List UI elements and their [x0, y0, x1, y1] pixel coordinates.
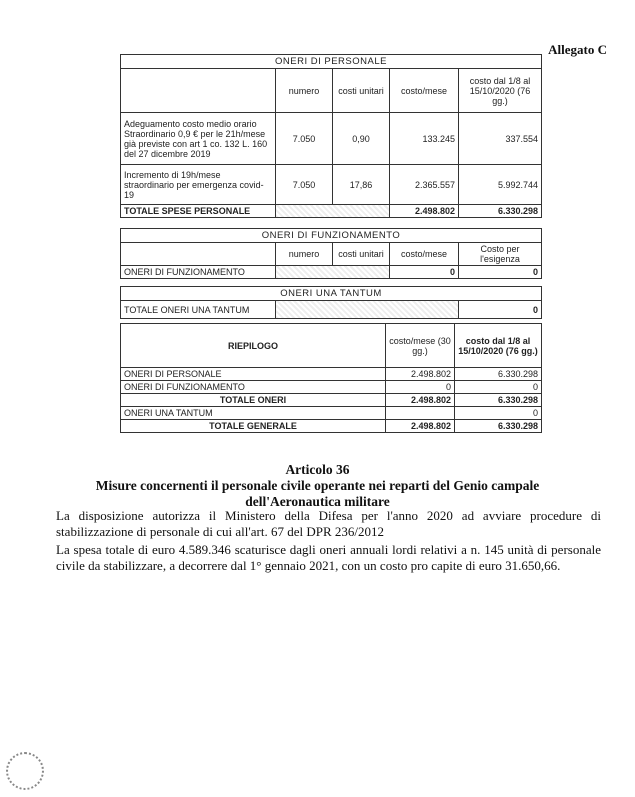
cell-costo-mese: 2.365.557 — [390, 165, 459, 205]
shaded-cell — [276, 266, 390, 279]
stamp-seal-icon — [6, 752, 44, 790]
row-label: Incremento di 19h/mese straordinario per emergenza covid-19 — [121, 165, 276, 205]
row-label: ONERI DI FUNZIONAMENTO — [121, 266, 276, 279]
riepilogo-title: RIEPILOGO — [121, 324, 386, 368]
row-label: ONERI DI PERSONALE — [121, 368, 386, 381]
empty-cell — [386, 407, 455, 420]
table-title: ONERI UNA TANTUM — [121, 287, 542, 301]
article-number: Articolo 36 — [285, 462, 350, 477]
header-costo-periodo: costo dal 1/8 al 15/10/2020 (76 gg.) — [455, 324, 542, 368]
allegato-label: Allegato C — [548, 42, 607, 57]
cell-costo-periodo: 0 — [455, 381, 542, 394]
total-label: TOTALE SPESE PERSONALE — [121, 205, 276, 218]
header-costo-mese: costo/mese — [390, 243, 459, 266]
cell-costo-periodo: 337.554 — [459, 113, 542, 165]
header-empty — [121, 243, 276, 266]
cell-costo-mese: 0 — [390, 266, 459, 279]
totale-oneri-label: TOTALE ONERI — [121, 394, 386, 407]
shaded-cell — [276, 301, 459, 319]
totale-oneri-mese: 2.498.802 — [386, 394, 455, 407]
header-numero: numero — [276, 243, 333, 266]
header-costi-unitari: costi unitari — [333, 69, 390, 113]
header-costi-unitari: costi unitari — [333, 243, 390, 266]
totale-generale-label: TOTALE GENERALE — [121, 420, 386, 433]
shaded-cell — [276, 205, 390, 218]
header-numero: numero — [276, 69, 333, 113]
totale-oneri-periodo: 6.330.298 — [455, 394, 542, 407]
header-costo-mese: costo/mese (30 gg.) — [386, 324, 455, 368]
cell-costo-mese: 2.498.802 — [386, 368, 455, 381]
cell-numero: 7.050 — [276, 165, 333, 205]
article-heading: Misure concernenti il personale civile operante nei reparti del Genio campale — [95, 478, 540, 493]
article-paragraph-2: La spesa totale di euro 4.589.346 scaturisce dagli oneri annuali lordi relativi a n. 145 unità di personale civile da stabilizzare, a decorrere dal 1° gennaio 2021, con un costo pro capite di euro 31.650,66. — [56, 542, 601, 573]
cell-costo-esigenza: 0 — [459, 266, 542, 279]
header-costo-esigenza: Costo per l'esigenza — [459, 243, 542, 266]
article-paragraph-1: La disposizione autorizza il Ministero della Difesa per l'anno 2020 ad avviare procedure di stabilizzazione di personale di cui all'art. 67 del DPR 236/2012 — [56, 508, 601, 539]
total-periodo: 6.330.298 — [459, 205, 542, 218]
cell-costo-mese: 133.245 — [390, 113, 459, 165]
table-title: ONERI DI PERSONALE — [121, 55, 542, 69]
oneri-personale-table — [120, 54, 542, 218]
header-costo-periodo: costo dal 1/8 al 15/10/2020 (76 gg.) — [459, 69, 542, 113]
totale-generale-mese: 2.498.802 — [386, 420, 455, 433]
cell-costo-periodo: 6.330.298 — [455, 368, 542, 381]
cell-costo-mese: 0 — [386, 381, 455, 394]
oneri-funzionamento-table — [120, 228, 542, 279]
cell-costo-periodo: 5.992.744 — [459, 165, 542, 205]
totale-generale-periodo: 6.330.298 — [455, 420, 542, 433]
cell-costo-periodo: 0 — [455, 407, 542, 420]
total-mese: 2.498.802 — [390, 205, 459, 218]
article-heading-2: dell'Aeronautica militare — [245, 494, 390, 509]
row-label: ONERI UNA TANTUM — [121, 407, 386, 420]
cell-costo-unitario: 17,86 — [333, 165, 390, 205]
cell-numero: 7.050 — [276, 113, 333, 165]
cell-value: 0 — [459, 301, 542, 319]
row-label: TOTALE ONERI UNA TANTUM — [121, 301, 276, 319]
cell-costo-unitario: 0,90 — [333, 113, 390, 165]
header-empty — [121, 69, 276, 113]
riepilogo-table — [120, 323, 542, 433]
oneri-una-tantum-table — [120, 286, 542, 319]
row-label: Adeguamento costo medio orario Straordinario 0,9 € per le 21h/mese già previste con art 1 co. 132 L. 160 del 27 dicembre 2019 — [121, 113, 276, 165]
row-label: ONERI DI FUNZIONAMENTO — [121, 381, 386, 394]
header-costo-mese: costo/mese — [390, 69, 459, 113]
table-title: ONERI DI FUNZIONAMENTO — [121, 229, 542, 243]
